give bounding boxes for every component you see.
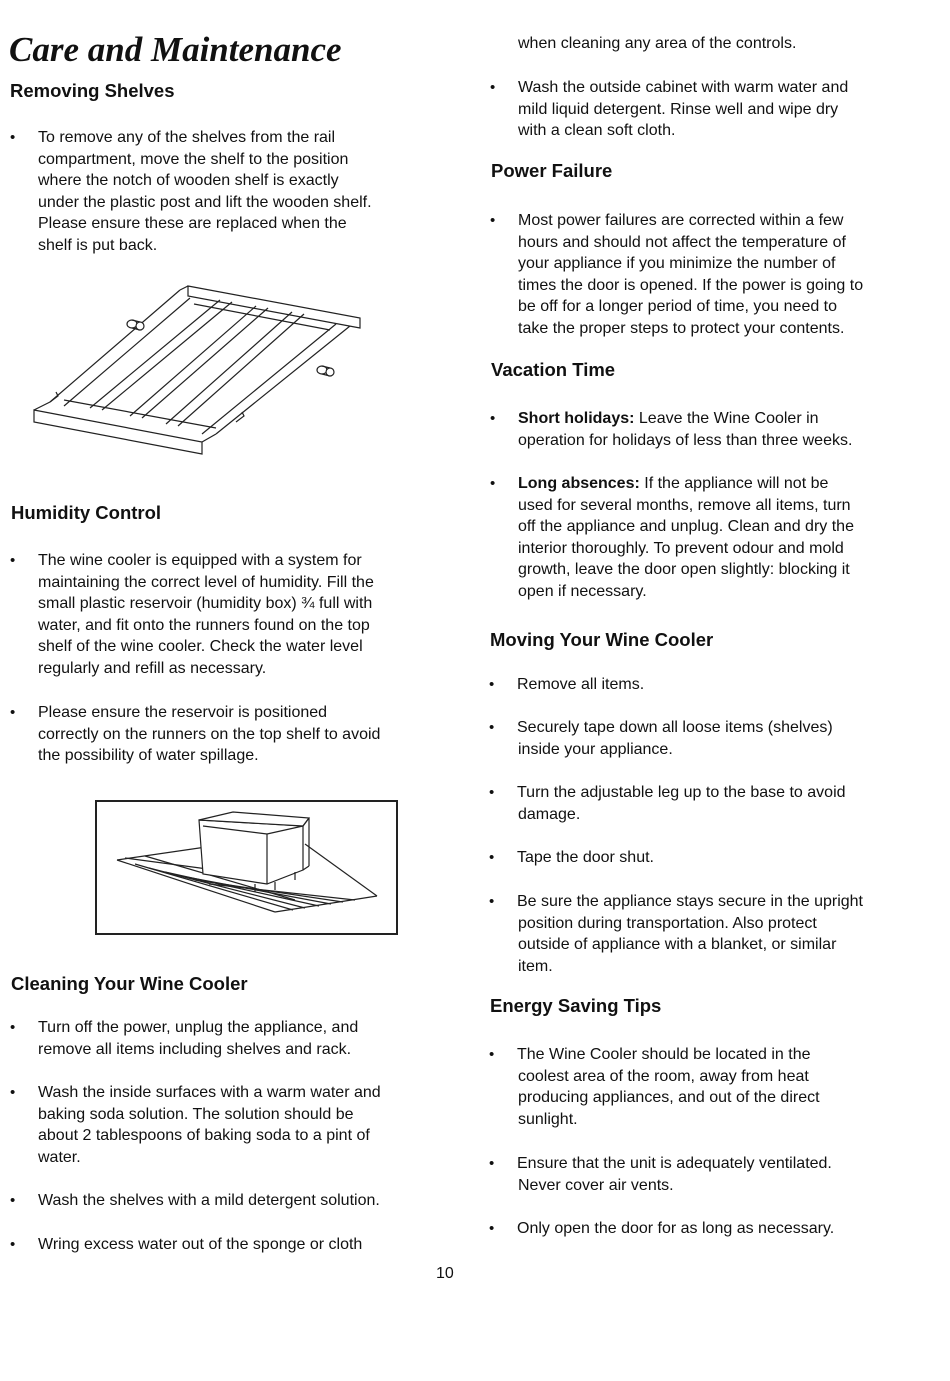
bullet-icon: • <box>489 1155 495 1172</box>
list-item: • Be sure the appliance stays secure in the upright position during transportation. Also protect outside of appliance with a blanket, or similar item. <box>489 893 863 975</box>
bullet-icon: • <box>490 79 496 96</box>
bullet-icon: • <box>490 475 496 492</box>
continued-text: when cleaning any area of the controls. <box>518 35 797 52</box>
wooden-shelf-illustration <box>30 282 370 462</box>
humidity-box-illustration <box>95 800 398 935</box>
list-item: • Wash the outside cabinet with warm water and mild liquid detergent. Rinse well and wipe dry with a clean soft cloth. <box>490 79 849 140</box>
heading-removing-shelves: Removing Shelves <box>10 80 175 101</box>
bullet-icon: • <box>489 784 495 801</box>
bullet-icon: • <box>489 1220 495 1237</box>
heading-power-failure: Power Failure <box>491 160 613 181</box>
bullet-icon: • <box>489 676 495 693</box>
page-title: Care and Maintenance <box>9 30 342 69</box>
bullet-icon: • <box>489 719 495 736</box>
list-item: • Remove all items. <box>517 674 644 696</box>
list-item: • Short holidays: Leave the Wine Cooler in operation for holidays of less than three weeks. <box>490 410 853 449</box>
bullet-icon: • <box>10 1084 16 1101</box>
bullet-icon: • <box>489 1046 495 1063</box>
bullet-icon: • <box>10 1236 16 1253</box>
list-item: • The wine cooler is equipped with a system for maintaining the correct level of humidity. Fill the small plastic reservoir (humidity box) ¾ full with water, and fit onto the runners found on the top shelf of the wine cooler. Check the water level regularly and refill as necessary. <box>10 552 374 677</box>
heading-energy-saving: Energy Saving Tips <box>490 995 662 1016</box>
list-item: • Turn the adjustable leg up to the base to avoid damage. <box>489 784 846 823</box>
bullet-icon: • <box>10 704 16 721</box>
list-item: • The Wine Cooler should be located in the coolest area of the room, away from heat producing appliances, and out of the direct sunlight. <box>489 1046 820 1128</box>
list-item: • To remove any of the shelves from the rail compartment, move the shelf to the position where the notch of wooden shelf is exactly under the plastic post and lift the wooden shelf. Please ensure these are replaced when the shelf is put back. <box>10 129 372 254</box>
bullet-icon: • <box>10 1192 16 1209</box>
bullet-icon: • <box>489 849 495 866</box>
list-item: • Securely tape down all loose items (shelves) inside your appliance. <box>489 719 833 758</box>
list-item: • Only open the door for as long as necessary. <box>517 1218 834 1240</box>
page-number: 10 <box>436 1265 454 1282</box>
list-item: • Please ensure the reservoir is positioned correctly on the runners on the top shelf to avoid the possibility of water spillage. <box>10 704 381 765</box>
list-item: • Wash the inside surfaces with a warm water and baking soda solution. The solution should be about 2 tablespoons of baking soda to a pint of water. <box>10 1084 381 1166</box>
heading-vacation-time: Vacation Time <box>491 359 616 380</box>
bullet-icon: • <box>489 893 495 910</box>
heading-humidity-control: Humidity Control <box>11 502 162 523</box>
list-item: • Long absences: If the appliance will not be used for several months, remove all items, turn off the appliance and unplug. Clean and dry the interior thoroughly. To prevent odour and mold growth, leave the door open slightly: blocking it open if necessary. <box>490 475 854 600</box>
heading-cleaning: Cleaning Your Wine Cooler <box>11 973 248 994</box>
list-item: • Turn off the power, unplug the appliance, and remove all items including shelves and rack. <box>10 1019 359 1058</box>
list-item: • Tape the door shut. <box>517 847 654 869</box>
bullet-icon: • <box>10 552 16 569</box>
list-item: • Most power failures are corrected within a few hours and should not affect the temperature of your appliance if you minimize the number of times the door is opened. If the power is going to be off for a longer period of time, you need to take the proper steps to protect your contents. <box>490 212 864 337</box>
list-item: • Wring excess water out of the sponge or cloth <box>38 1234 362 1256</box>
bullet-icon: • <box>10 129 16 146</box>
list-item: • Ensure that the unit is adequately ventilated. Never cover air vents. <box>489 1155 832 1194</box>
list-item: • Wash the shelves with a mild detergent solution. <box>38 1190 380 1212</box>
heading-moving: Moving Your Wine Cooler <box>490 629 714 650</box>
bullet-icon: • <box>490 212 496 229</box>
bullet-icon: • <box>490 410 496 427</box>
bullet-icon: • <box>10 1019 16 1036</box>
